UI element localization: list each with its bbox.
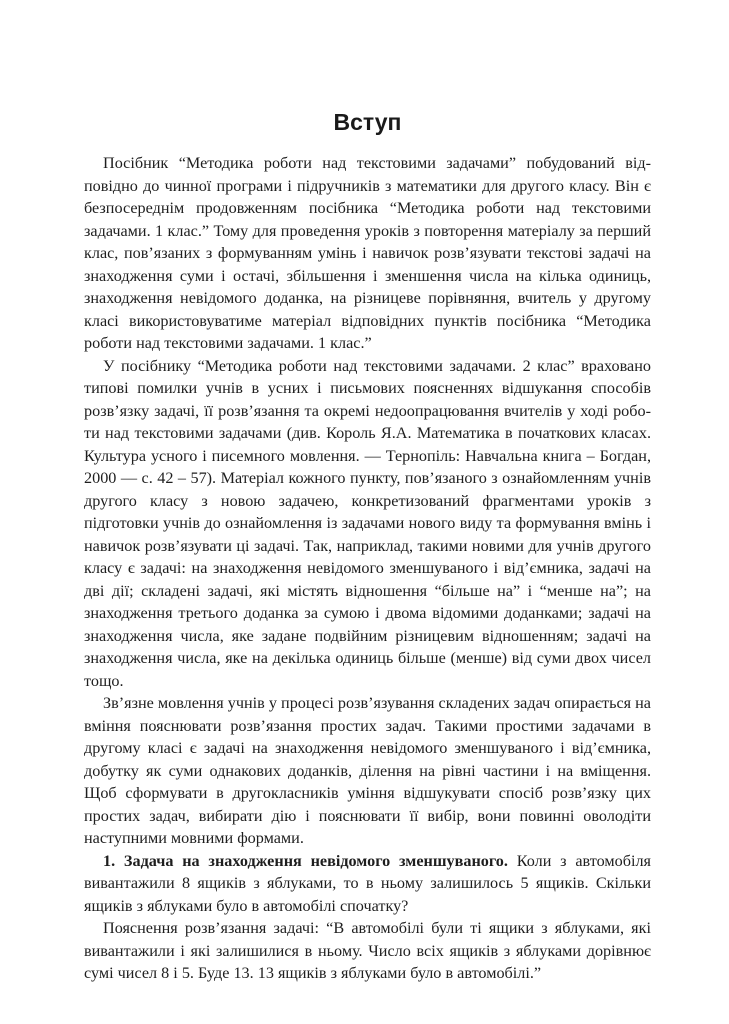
task-1-heading: 1. Задача на знаходження невідомого зменшуваного.: [103, 851, 508, 870]
intro-paragraph-1: Посібник “Методика роботи над текстовими задачами” побудований відповідно до чинної програми і підручників з математики для другого класу. Він є безпосереднім продовженням посібника “Методика роботи над текстовими задачами. 1 клас.” Тому для проведення уроків з повторення матеріалу за перший клас, пов’язаних з формуванням умінь і навичок розв’язувати текстові задачі на знаходження суми і остачі, збільшення і зменшення числа на кілька одиниць, знаходження невідомого доданка, на різницеве порівняння, вчитель у другому класі використовуватиме матеріал відповідних пунктів посібника “Методика роботи над текстовими задачами. 1 клас.”: [84, 154, 651, 352]
task-1-paragraph: [84, 850, 651, 918]
intro-paragraph-2: У посібнику “Методика роботи над текстовими задачами. 2 клас” враховано типові помилки учнів в усних і письмових поясненнях відшукання способів розв’язку задачі, її розв’язання та окремі недоопрацювання вчителів у ході роботи над текстовими задачами (див. Король Я.А. Математика в початкових класах. Культура усного і писемного мовлення. — Тернопіль: Навчальна книга – Богдан, 2000 — с. 42 – 57). Матеріал кожного пункту, пов’язаного з ознайомленням учнів другого класу з новою задачею, конкретизований фрагментами уроків з підготовки учнів до ознайомлення із задачами нового виду та формування вмінь і навичок розв’язувати ці задачі. Так, наприклад, такими новими для учнів другого класу є задачі: на знаходження невідомого зменшуваного і від’ємника, задачі на дві дії; складені задачі, які містять відношення “більше на” і “менше на”; на знаходження третього доданка за сумою і двома відомими доданками; задачі на знаходження числа, яке задане подвійним різницевим відношенням; задачі на знаходження числа, яке на декілька одиниць більше (менше) від суми двох чисел тощо.: [84, 356, 651, 690]
document-page: [84, 108, 651, 985]
task-1-text: Коли з автомобіля вивантажили 8 ящиків з яблуками, то в ньому залишилось 5 ящиків. Скільки ящиків з яблуками було в автомобілі спочатку?: [84, 851, 652, 915]
intro-paragraph-3: Зв’язне мовлення учнів у процесі розв’язування складених задач опирається на вміння пояснювати розв’язання простих задач. Такими простими задачами в другому класі є задачі на знаходження невідомого зменшуваного і від’ємника, добутку як суми однакових доданків, ділення на рівні частини і на вміщення. Щоб сформувати в другокласників уміння відшукувати спосіб розв’язку цих простих задач, вибирати дію і пояснювати її вибір, вони повинні оволодіти наступними мовними формами.: [84, 694, 651, 847]
page-title: Вступ: [333, 109, 402, 135]
task-1-explanation: Пояснення розв’язання задачі: “В автомобілі були ті ящики з яблуками, які вивантажили і які залишилися в ньому. Число всіх ящиків з яблуками дорівнює сумі чисел 8 і 5. Буде 13. 13 ящиків з яблуками було в автомобілі.”: [84, 919, 651, 982]
